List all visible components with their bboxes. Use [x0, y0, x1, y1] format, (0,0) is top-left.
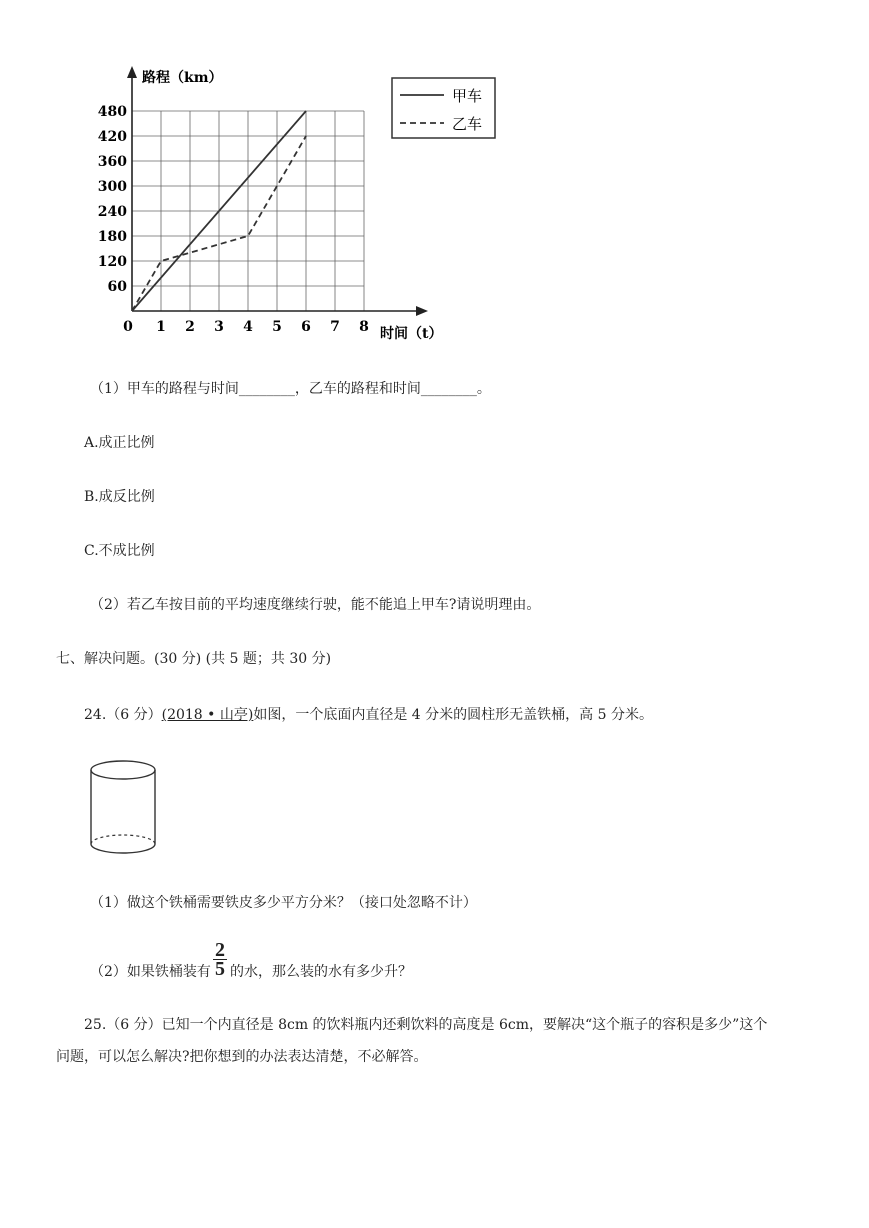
x-axis-label: 时间（t） [380, 326, 443, 342]
x-axis-arrow [416, 306, 428, 316]
q24-text: 如图，一个底面内直径是 4 分米的圆柱形无盖铁桶，高 5 分米。 [253, 707, 653, 723]
y-axis-label: 路程（km） [142, 70, 223, 86]
travel-distance-chart [0, 0, 520, 350]
q23-part2: （2）若乙车按目前的平均速度继续行驶，能不能追上甲车?请说明理由。 [90, 597, 541, 613]
section-title: 七、解决问题。(30 分) (共 5 题；共 30 分) [56, 651, 332, 667]
y-tick-label: 120 [97, 254, 127, 270]
x-tick-label: 5 [272, 319, 282, 335]
q23-part1: （1）甲车的路程与时间________，乙车的路程和时间________。 [90, 381, 491, 397]
x-tick-label: 3 [214, 319, 224, 335]
y-tick-label: 420 [97, 129, 127, 145]
cylinder-figure [84, 756, 164, 860]
y-tick-label: 360 [97, 154, 127, 170]
chart-legend [392, 78, 495, 138]
x-tick-label: 4 [243, 319, 253, 335]
option-c[interactable]: C.不成比例 [84, 543, 155, 559]
chart-axes [127, 66, 428, 316]
x-tick-label: 8 [359, 319, 369, 335]
q24-part1: （1）做这个铁桶需要铁皮多少平方分米？（接口处忽略不计） [90, 895, 477, 911]
fraction-two-fifths [213, 939, 227, 980]
x-tick-label: 2 [185, 319, 195, 335]
option-a[interactable]: A.成正比例 [84, 435, 155, 451]
q25-line2: 问题，可以怎么解决?把你想到的办法表达清楚，不必解答。 [56, 1049, 428, 1065]
q24-source-link[interactable]: (2018 • 山亭) [161, 707, 254, 723]
legend-label-yiche: 乙车 [452, 115, 483, 133]
y-tick-label: 240 [97, 204, 127, 220]
y-tick-label: 480 [97, 104, 127, 120]
q25-line1: 25.（6 分）已知一个内直径是 8cm 的饮料瓶内还剩饮料的高度是 6cm，要解决“这个瓶子的容积是多少”这个 [84, 1017, 768, 1033]
q24-number: 24.（6 分） [84, 707, 162, 723]
x-tick-label: 1 [156, 319, 166, 335]
x-tick-label: 7 [330, 319, 340, 335]
y-tick-label: 60 [107, 279, 127, 295]
y-axis-arrow [127, 66, 137, 78]
y-tick-label: 300 [97, 179, 127, 195]
fraction-denominator: 5 [215, 958, 225, 980]
fraction-numerator: 2 [215, 939, 225, 961]
q24-part2-prefix: （2）如果铁桶装有 [90, 964, 211, 980]
x-tick-label: 6 [301, 319, 311, 335]
chart-grid [132, 111, 364, 311]
legend-label-jiache: 甲车 [452, 87, 483, 105]
y-tick-label: 180 [97, 229, 127, 245]
q24-stem [84, 706, 653, 724]
option-b[interactable]: B.成反比例 [84, 489, 155, 505]
origin-label: 0 [123, 319, 133, 335]
q24-part2-suffix: 的水，那么装的水有多少升？ [230, 964, 412, 980]
